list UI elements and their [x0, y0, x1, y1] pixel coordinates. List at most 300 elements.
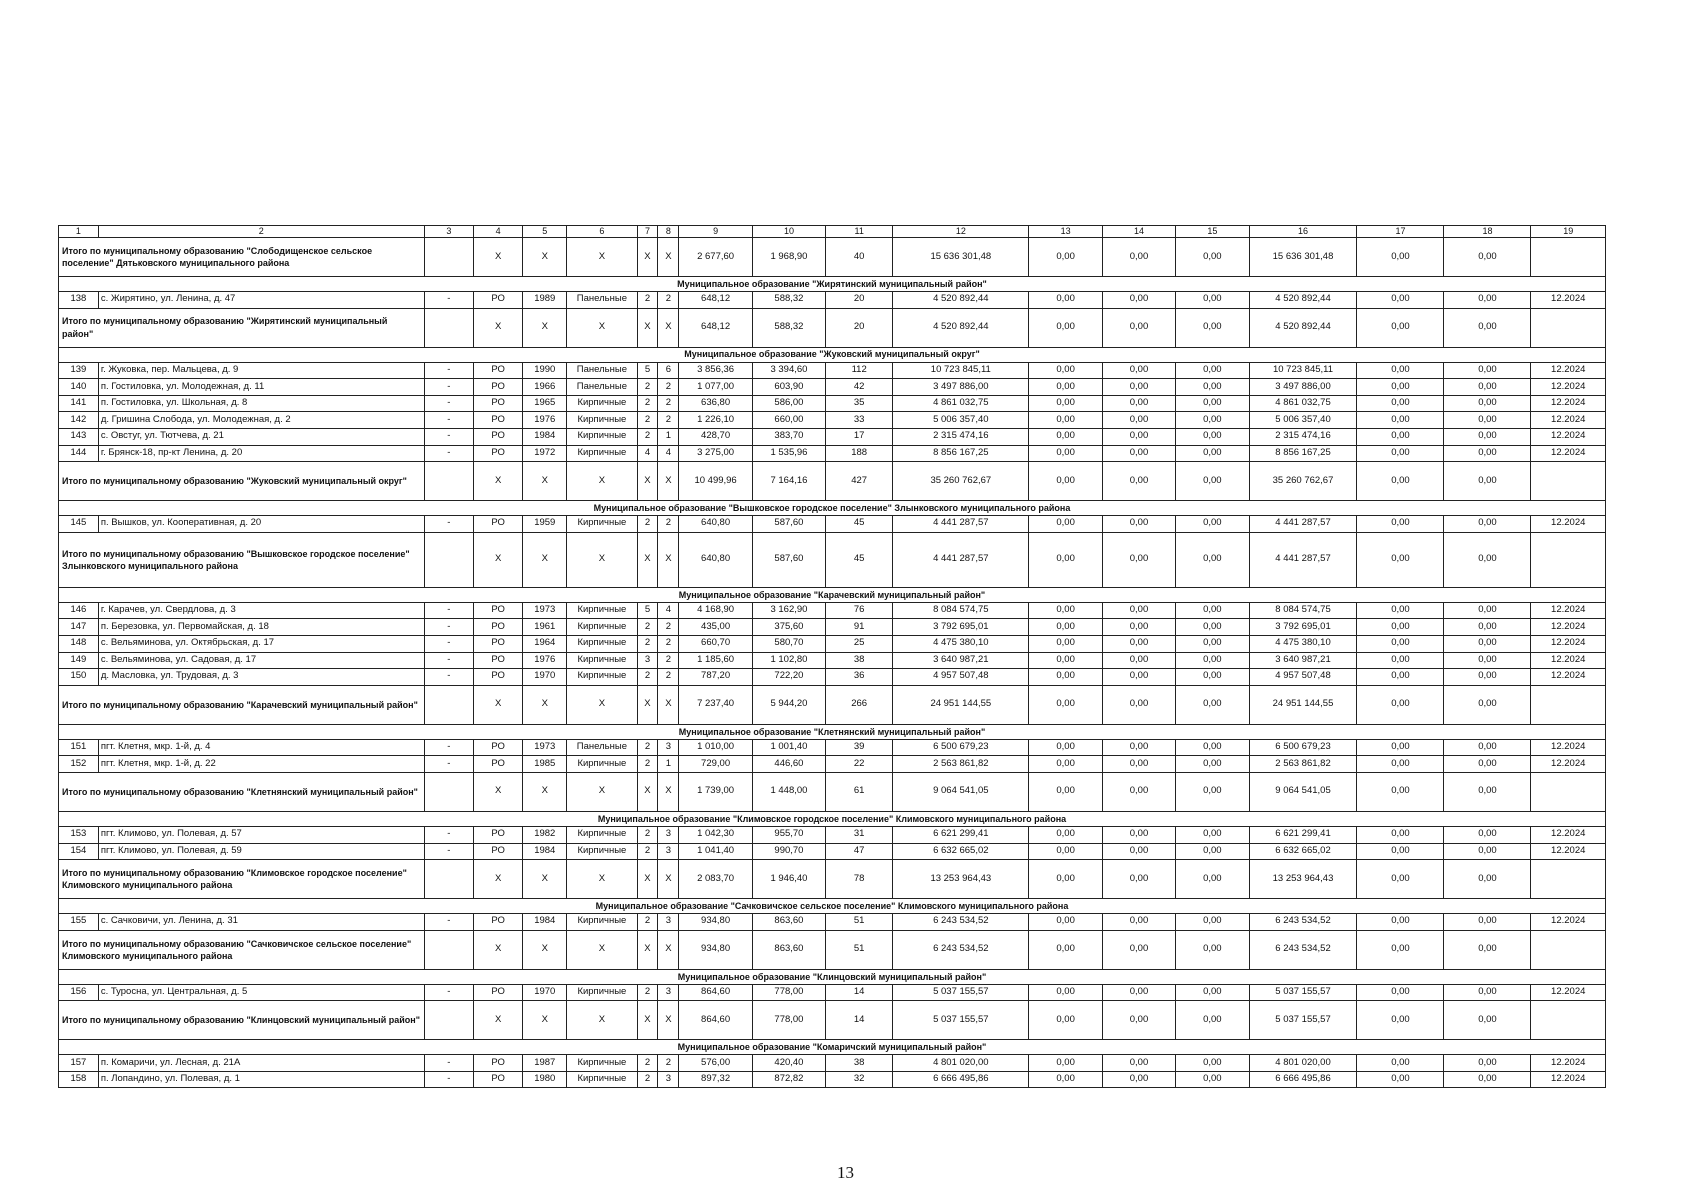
section-title: Муниципальное образование "Комаричский муниципальный район" [59, 1040, 1606, 1055]
subtotal-label: Итого по муниципальному образованию "Клинцовский муниципальный район" [59, 1001, 425, 1040]
subtotal-cell: 0,00 [1029, 462, 1102, 501]
table-cell: 1 226,10 [679, 412, 752, 429]
table-row [59, 826, 1606, 843]
row-number: 139 [59, 362, 99, 379]
table-cell: - [424, 619, 473, 636]
table-cell: Кирпичные [567, 635, 637, 652]
subtotal-cell: 0,00 [1102, 308, 1175, 347]
subtotal-row [59, 860, 1606, 899]
subtotal-cell: 0,00 [1176, 462, 1249, 501]
address-cell: с. Жирятино, ул. Ленина, д. 47 [98, 292, 424, 309]
table-cell: 0,00 [1357, 843, 1444, 860]
table-cell: РО [474, 914, 523, 931]
subtotal-cell: 24 951 144,55 [893, 685, 1029, 724]
subtotal-cell [1531, 772, 1606, 811]
table-cell: 3 [658, 843, 679, 860]
table-cell: 0,00 [1444, 739, 1531, 756]
table-cell: РО [474, 826, 523, 843]
address-cell: пгт. Климово, ул. Полевая, д. 57 [98, 826, 424, 843]
subtotal-cell: 640,80 [679, 532, 752, 587]
subtotal-cell: 0,00 [1357, 532, 1444, 587]
table-cell: 12.2024 [1531, 914, 1606, 931]
table-cell: 2 [637, 379, 658, 396]
table-cell: 2 [637, 914, 658, 931]
table-cell: 0,00 [1176, 843, 1249, 860]
table-cell: 640,80 [679, 516, 752, 533]
table-cell: 3 [637, 652, 658, 669]
table-cell: 603,90 [752, 379, 825, 396]
table-cell: Кирпичные [567, 516, 637, 533]
subtotal-cell: X [474, 238, 523, 277]
table-cell: Кирпичные [567, 428, 637, 445]
row-number: 142 [59, 412, 99, 429]
table-cell: 0,00 [1444, 914, 1531, 931]
table-cell: 0,00 [1029, 739, 1102, 756]
subtotal-cell: X [637, 930, 658, 969]
table-cell: - [424, 635, 473, 652]
table-cell: 0,00 [1357, 652, 1444, 669]
table-cell: РО [474, 619, 523, 636]
table-cell: 0,00 [1102, 379, 1175, 396]
table-cell: РО [474, 843, 523, 860]
table-cell: 47 [826, 843, 893, 860]
subtotal-cell [424, 238, 473, 277]
table-cell: 6 [658, 362, 679, 379]
table-cell: 588,32 [752, 292, 825, 309]
table-cell: - [424, 984, 473, 1001]
table-cell: - [424, 445, 473, 462]
table-cell: 45 [826, 516, 893, 533]
table-cell: 4 168,90 [679, 602, 752, 619]
table-cell: 722,20 [752, 669, 825, 686]
subtotal-cell: 40 [826, 238, 893, 277]
table-cell: 4 520 892,44 [1249, 292, 1357, 309]
subtotal-cell: 0,00 [1176, 860, 1249, 899]
table-cell: 0,00 [1444, 445, 1531, 462]
subtotal-cell [424, 772, 473, 811]
address-cell: пгт. Климово, ул. Полевая, д. 59 [98, 843, 424, 860]
subtotal-cell: X [567, 462, 637, 501]
table-cell: 0,00 [1357, 826, 1444, 843]
address-cell: п. Гостиловка, ул. Молодежная, д. 11 [98, 379, 424, 396]
row-number: 141 [59, 395, 99, 412]
subtotal-cell: X [658, 685, 679, 724]
table-row [59, 362, 1606, 379]
table-cell: 4 [658, 602, 679, 619]
table-cell: 4 [637, 445, 658, 462]
table-cell: 1990 [523, 362, 567, 379]
table-row [59, 602, 1606, 619]
table-cell: Панельные [567, 379, 637, 396]
subtotal-cell: 0,00 [1444, 532, 1531, 587]
subtotal-cell: X [567, 238, 637, 277]
table-cell: 420,40 [752, 1055, 825, 1072]
section-header-row [59, 347, 1606, 362]
table-cell: - [424, 1071, 473, 1088]
row-number: 151 [59, 739, 99, 756]
table-cell: - [424, 428, 473, 445]
subtotal-cell: 0,00 [1357, 772, 1444, 811]
table-cell: 32 [826, 1071, 893, 1088]
table-cell: 0,00 [1444, 652, 1531, 669]
table-cell: 2 [637, 739, 658, 756]
table-row [59, 739, 1606, 756]
subtotal-cell: X [523, 685, 567, 724]
table-cell: 0,00 [1357, 914, 1444, 931]
table-cell: 3 792 695,01 [1249, 619, 1357, 636]
table-cell: 428,70 [679, 428, 752, 445]
subtotal-cell: 0,00 [1444, 462, 1531, 501]
table-cell: 20 [826, 292, 893, 309]
table-cell: - [424, 826, 473, 843]
table-cell: 0,00 [1102, 669, 1175, 686]
address-cell: п. Вышков, ул. Кооперативная, д. 20 [98, 516, 424, 533]
table-cell: 2 315 474,16 [893, 428, 1029, 445]
address-cell: д. Гришина Слобода, ул. Молодежная, д. 2 [98, 412, 424, 429]
column-number-cell: 5 [523, 226, 567, 238]
table-cell: 0,00 [1102, 412, 1175, 429]
table-cell: РО [474, 756, 523, 773]
subtotal-cell: X [658, 462, 679, 501]
subtotal-cell: 1 968,90 [752, 238, 825, 277]
subtotal-cell: 0,00 [1357, 462, 1444, 501]
table-cell: Кирпичные [567, 619, 637, 636]
table-cell: РО [474, 412, 523, 429]
table-cell: 0,00 [1444, 292, 1531, 309]
table-cell: - [424, 652, 473, 669]
table-body [59, 226, 1606, 1088]
table-cell: 3 640 987,21 [1249, 652, 1357, 669]
table-cell: 1970 [523, 984, 567, 1001]
subtotal-cell: 0,00 [1357, 930, 1444, 969]
table-cell: - [424, 843, 473, 860]
subtotal-cell [1531, 685, 1606, 724]
table-cell: 2 563 861,82 [893, 756, 1029, 773]
table-cell: 38 [826, 652, 893, 669]
table-cell: 0,00 [1176, 984, 1249, 1001]
subtotal-label: Итого по муниципальному образованию "Жирятинский муниципальный район" [59, 308, 425, 347]
subtotal-cell: 0,00 [1444, 308, 1531, 347]
table-cell: РО [474, 1055, 523, 1072]
table-cell: 0,00 [1176, 292, 1249, 309]
subtotal-cell: X [658, 1001, 679, 1040]
subtotal-cell: X [637, 1001, 658, 1040]
section-header-row [59, 277, 1606, 292]
table-cell: 0,00 [1357, 395, 1444, 412]
table-cell: - [424, 516, 473, 533]
subtotal-cell: 7 164,16 [752, 462, 825, 501]
subtotal-cell [1531, 238, 1606, 277]
table-cell: Кирпичные [567, 984, 637, 1001]
address-cell: с. Вельяминова, ул. Садовая, д. 17 [98, 652, 424, 669]
subtotal-cell: 5 037 155,57 [1249, 1001, 1357, 1040]
column-number-cell: 3 [424, 226, 473, 238]
table-row [59, 1055, 1606, 1072]
subtotal-cell: 0,00 [1176, 930, 1249, 969]
table-cell: - [424, 739, 473, 756]
subtotal-cell [424, 860, 473, 899]
table-cell: 2 [658, 292, 679, 309]
table-cell: 12.2024 [1531, 445, 1606, 462]
table-cell: 5 037 155,57 [1249, 984, 1357, 1001]
table-cell: 0,00 [1029, 756, 1102, 773]
table-cell: 1984 [523, 914, 567, 931]
table-cell: 4 957 507,48 [893, 669, 1029, 686]
table-cell: РО [474, 739, 523, 756]
subtotal-cell: 4 441 287,57 [893, 532, 1029, 587]
table-cell: 1972 [523, 445, 567, 462]
table-cell: 1984 [523, 428, 567, 445]
row-number: 154 [59, 843, 99, 860]
table-cell: 0,00 [1444, 635, 1531, 652]
subtotal-cell [424, 462, 473, 501]
subtotal-cell: 0,00 [1444, 238, 1531, 277]
subtotal-row [59, 462, 1606, 501]
subtotal-cell: 6 243 534,52 [1249, 930, 1357, 969]
table-cell: 0,00 [1444, 1055, 1531, 1072]
subtotal-cell: 0,00 [1357, 685, 1444, 724]
table-cell: 0,00 [1444, 669, 1531, 686]
table-cell: 0,00 [1176, 826, 1249, 843]
section-title: Муниципальное образование "Сачковичское сельское поселение" Климовского муниципального района [59, 899, 1606, 914]
table-cell: 0,00 [1102, 1055, 1175, 1072]
table-cell: 0,00 [1176, 602, 1249, 619]
subtotal-cell: 4 441 287,57 [1249, 532, 1357, 587]
table-cell: РО [474, 984, 523, 1001]
table-cell: 787,20 [679, 669, 752, 686]
table-cell: 8 084 574,75 [1249, 602, 1357, 619]
table-cell: 12.2024 [1531, 516, 1606, 533]
subtotal-label: Итого по муниципальному образованию "Климовское городское поселение" Климовского муниципального района [59, 860, 425, 899]
table-cell: 6 243 534,52 [893, 914, 1029, 931]
subtotal-cell: 14 [826, 1001, 893, 1040]
table-cell: Кирпичные [567, 826, 637, 843]
table-cell: 12.2024 [1531, 843, 1606, 860]
subtotal-cell: 0,00 [1176, 532, 1249, 587]
table-cell: 1976 [523, 652, 567, 669]
table-cell: 1980 [523, 1071, 567, 1088]
table-cell: 12.2024 [1531, 428, 1606, 445]
subtotal-cell [1531, 308, 1606, 347]
table-cell: - [424, 292, 473, 309]
table-cell: 0,00 [1102, 602, 1175, 619]
table-cell: 4 475 380,10 [1249, 635, 1357, 652]
subtotal-cell: 0,00 [1102, 685, 1175, 724]
table-cell: 5 [637, 362, 658, 379]
table-cell: 25 [826, 635, 893, 652]
address-cell: п. Березовка, ул. Первомайская, д. 18 [98, 619, 424, 636]
table-cell: 12.2024 [1531, 826, 1606, 843]
table-cell: Панельные [567, 739, 637, 756]
table-cell: 0,00 [1102, 756, 1175, 773]
table-cell: 0,00 [1444, 619, 1531, 636]
table-row [59, 669, 1606, 686]
table-cell: Кирпичные [567, 445, 637, 462]
row-number: 158 [59, 1071, 99, 1088]
section-title: Муниципальное образование "Климовское городское поселение" Климовского муниципального района [59, 811, 1606, 826]
subtotal-cell: X [567, 930, 637, 969]
table-cell: 0,00 [1357, 445, 1444, 462]
table-cell: 2 [658, 1055, 679, 1072]
table-cell: 778,00 [752, 984, 825, 1001]
table-cell: 2 [637, 826, 658, 843]
subtotal-cell: 61 [826, 772, 893, 811]
column-number-cell: 9 [679, 226, 752, 238]
subtotal-cell: 0,00 [1176, 772, 1249, 811]
subtotal-cell: 0,00 [1029, 1001, 1102, 1040]
table-cell: 0,00 [1444, 1071, 1531, 1088]
table-cell: Кирпичные [567, 652, 637, 669]
section-header-row [59, 899, 1606, 914]
table-cell: РО [474, 428, 523, 445]
table-cell: 12.2024 [1531, 292, 1606, 309]
section-header-row [59, 501, 1606, 516]
table-row [59, 379, 1606, 396]
table-cell: 0,00 [1444, 412, 1531, 429]
table-cell: 0,00 [1176, 395, 1249, 412]
table-cell: 580,70 [752, 635, 825, 652]
table-cell: 17 [826, 428, 893, 445]
table-cell: 0,00 [1357, 984, 1444, 1001]
table-cell: 0,00 [1444, 379, 1531, 396]
table-cell: 660,70 [679, 635, 752, 652]
subtotal-cell: 0,00 [1357, 860, 1444, 899]
column-number-cell: 19 [1531, 226, 1606, 238]
subtotal-cell: 0,00 [1102, 772, 1175, 811]
table-cell: 0,00 [1357, 292, 1444, 309]
table-cell: 0,00 [1102, 843, 1175, 860]
subtotal-cell: 24 951 144,55 [1249, 685, 1357, 724]
subtotal-cell [424, 1001, 473, 1040]
table-row [59, 635, 1606, 652]
table-cell: 3 [658, 914, 679, 931]
subtotal-cell: X [523, 772, 567, 811]
table-cell: 0,00 [1357, 756, 1444, 773]
table-cell: 0,00 [1176, 669, 1249, 686]
table-cell: 3 162,90 [752, 602, 825, 619]
subtotal-cell: X [567, 772, 637, 811]
subtotal-cell [1531, 860, 1606, 899]
table-cell: 0,00 [1444, 516, 1531, 533]
table-cell: Кирпичные [567, 669, 637, 686]
subtotal-cell: 0,00 [1029, 532, 1102, 587]
section-title: Муниципальное образование "Клинцовский муниципальный район" [59, 969, 1606, 984]
subtotal-cell: X [658, 532, 679, 587]
page-number: 13 [837, 1163, 854, 1182]
table-cell: 0,00 [1102, 445, 1175, 462]
table-cell: 0,00 [1357, 739, 1444, 756]
subtotal-cell: 934,80 [679, 930, 752, 969]
subtotal-row [59, 685, 1606, 724]
table-cell: 1973 [523, 602, 567, 619]
subtotal-cell: 864,60 [679, 1001, 752, 1040]
subtotal-cell: 778,00 [752, 1001, 825, 1040]
table-cell: 2 [637, 412, 658, 429]
table-cell: 0,00 [1176, 1055, 1249, 1072]
table-cell: 12.2024 [1531, 669, 1606, 686]
row-number: 157 [59, 1055, 99, 1072]
subtotal-cell: X [474, 772, 523, 811]
table-cell: 6 666 495,86 [1249, 1071, 1357, 1088]
row-number: 147 [59, 619, 99, 636]
table-cell: 0,00 [1357, 412, 1444, 429]
table-cell: 0,00 [1029, 412, 1102, 429]
table-cell: 0,00 [1357, 428, 1444, 445]
table-cell: 0,00 [1102, 826, 1175, 843]
table-cell: 12.2024 [1531, 635, 1606, 652]
table-cell: - [424, 1055, 473, 1072]
table-cell: - [424, 379, 473, 396]
table-cell: 0,00 [1029, 379, 1102, 396]
section-header-row [59, 587, 1606, 602]
table-cell: 0,00 [1176, 362, 1249, 379]
table-cell: 0,00 [1029, 914, 1102, 931]
table-cell: 6 500 679,23 [1249, 739, 1357, 756]
subtotal-cell: 0,00 [1444, 685, 1531, 724]
subtotal-cell: 9 064 541,05 [893, 772, 1029, 811]
table-cell: 0,00 [1357, 516, 1444, 533]
table-cell: 729,00 [679, 756, 752, 773]
row-number: 143 [59, 428, 99, 445]
subtotal-label: Итого по муниципальному образованию "Слободищенское сельское поселение" Дятьковского муниципального района [59, 238, 425, 277]
table-cell: 2 563 861,82 [1249, 756, 1357, 773]
column-number-cell: 8 [658, 226, 679, 238]
section-title: Муниципальное образование "Вышковское городское поселение" Злынковского муниципального района [59, 501, 1606, 516]
subtotal-cell: 0,00 [1444, 860, 1531, 899]
table-cell: 8 856 167,25 [1249, 445, 1357, 462]
subtotal-cell: X [474, 930, 523, 969]
subtotal-cell: X [474, 1001, 523, 1040]
row-number: 150 [59, 669, 99, 686]
table-cell: 2 [658, 669, 679, 686]
table-cell: 2 [637, 635, 658, 652]
table-cell: 12.2024 [1531, 984, 1606, 1001]
subtotal-cell: 0,00 [1029, 238, 1102, 277]
table-cell: 4 441 287,57 [1249, 516, 1357, 533]
subtotal-cell: 0,00 [1176, 685, 1249, 724]
subtotal-cell: X [567, 308, 637, 347]
table-cell: 0,00 [1102, 652, 1175, 669]
table-cell: - [424, 395, 473, 412]
subtotal-row [59, 1001, 1606, 1040]
subtotal-cell: 266 [826, 685, 893, 724]
table-cell: 5 [637, 602, 658, 619]
table-cell: 6 632 665,02 [1249, 843, 1357, 860]
subtotal-cell: 2 677,60 [679, 238, 752, 277]
table-cell: - [424, 412, 473, 429]
table-cell: 0,00 [1357, 362, 1444, 379]
table-cell: 31 [826, 826, 893, 843]
table-cell: 2 [658, 379, 679, 396]
row-number: 145 [59, 516, 99, 533]
table-cell: 0,00 [1444, 984, 1531, 1001]
table-cell: 0,00 [1444, 843, 1531, 860]
table-cell: 586,00 [752, 395, 825, 412]
table-row [59, 652, 1606, 669]
table-cell: 2 [637, 984, 658, 1001]
table-cell: 0,00 [1176, 445, 1249, 462]
section-header-row [59, 811, 1606, 826]
table-cell: 1 185,60 [679, 652, 752, 669]
subtotal-cell: 0,00 [1029, 685, 1102, 724]
subtotal-cell: 0,00 [1102, 930, 1175, 969]
table-row [59, 395, 1606, 412]
row-number: 149 [59, 652, 99, 669]
table-cell: Кирпичные [567, 412, 637, 429]
table-cell: 1 042,30 [679, 826, 752, 843]
table-cell: 1970 [523, 669, 567, 686]
subtotal-cell: 15 636 301,48 [1249, 238, 1357, 277]
